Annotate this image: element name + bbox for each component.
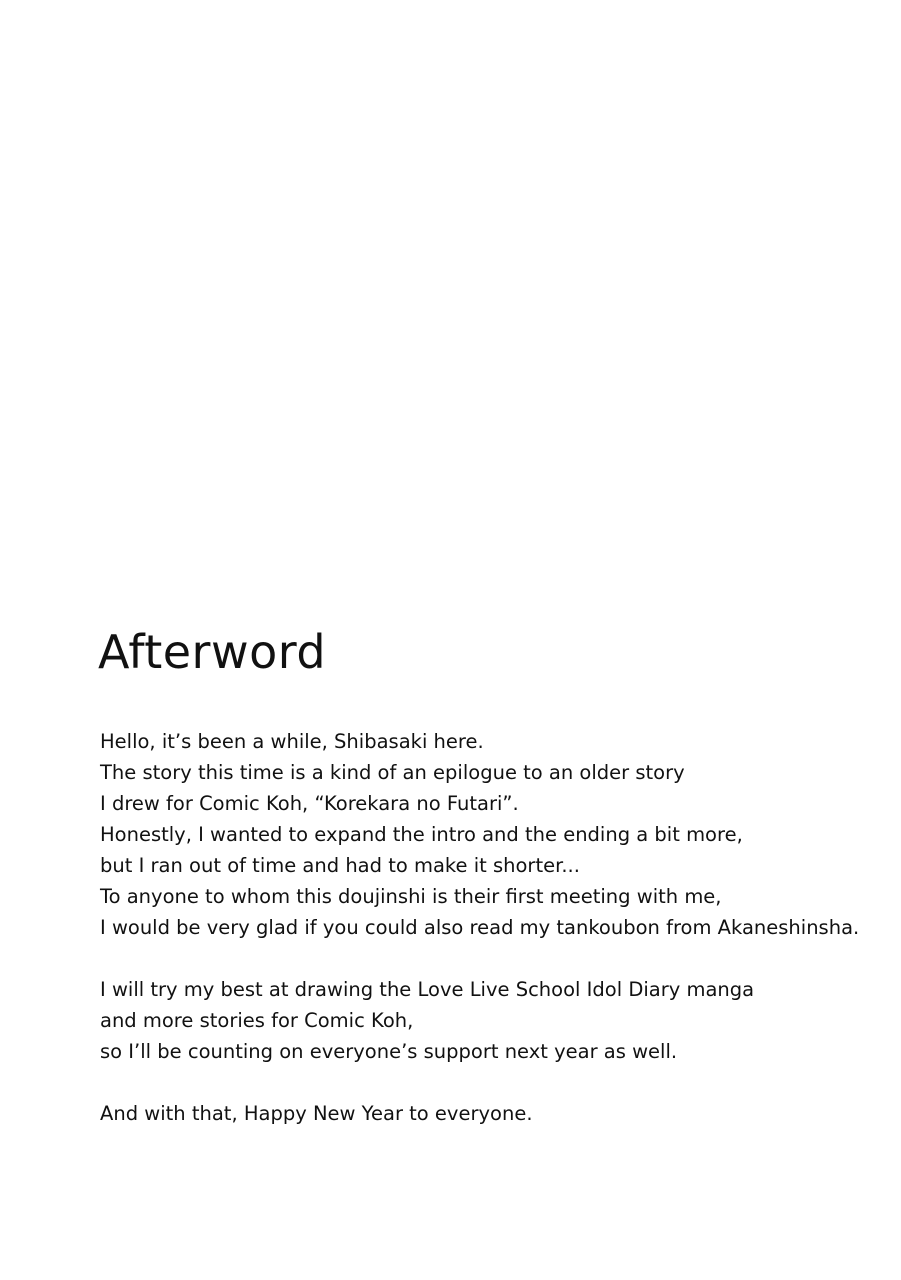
page-title: Afterword bbox=[98, 625, 327, 679]
text-line: Hello, it’s been a while, Shibasaki here. bbox=[100, 730, 484, 753]
text-line: I would be very glad if you could also read my tankoubon from Akaneshinsha. bbox=[100, 916, 860, 939]
text-line: and more stories for Comic Koh, bbox=[100, 1009, 414, 1032]
text-line: Honestly, I wanted to expand the intro and the ending a bit more, bbox=[100, 823, 743, 846]
afterword-body bbox=[100, 726, 880, 1160]
text-line: I drew for Comic Koh, “Korekara no Futari”. bbox=[100, 792, 519, 815]
paragraph-plans bbox=[100, 974, 880, 1067]
text-line: To anyone to whom this doujinshi is their first meeting with me, bbox=[100, 885, 722, 908]
paragraph-closing bbox=[100, 1098, 880, 1129]
text-line: I will try my best at drawing the Love Live School Idol Diary manga bbox=[100, 978, 755, 1001]
text-line: And with that, Happy New Year to everyone. bbox=[100, 1102, 533, 1125]
text-line: so I’ll be counting on everyone’s support next year as well. bbox=[100, 1040, 678, 1063]
paragraph-greeting bbox=[100, 726, 880, 943]
text-line: but I ran out of time and had to make it shorter... bbox=[100, 854, 580, 877]
text-line: The story this time is a kind of an epilogue to an older story bbox=[100, 761, 685, 784]
